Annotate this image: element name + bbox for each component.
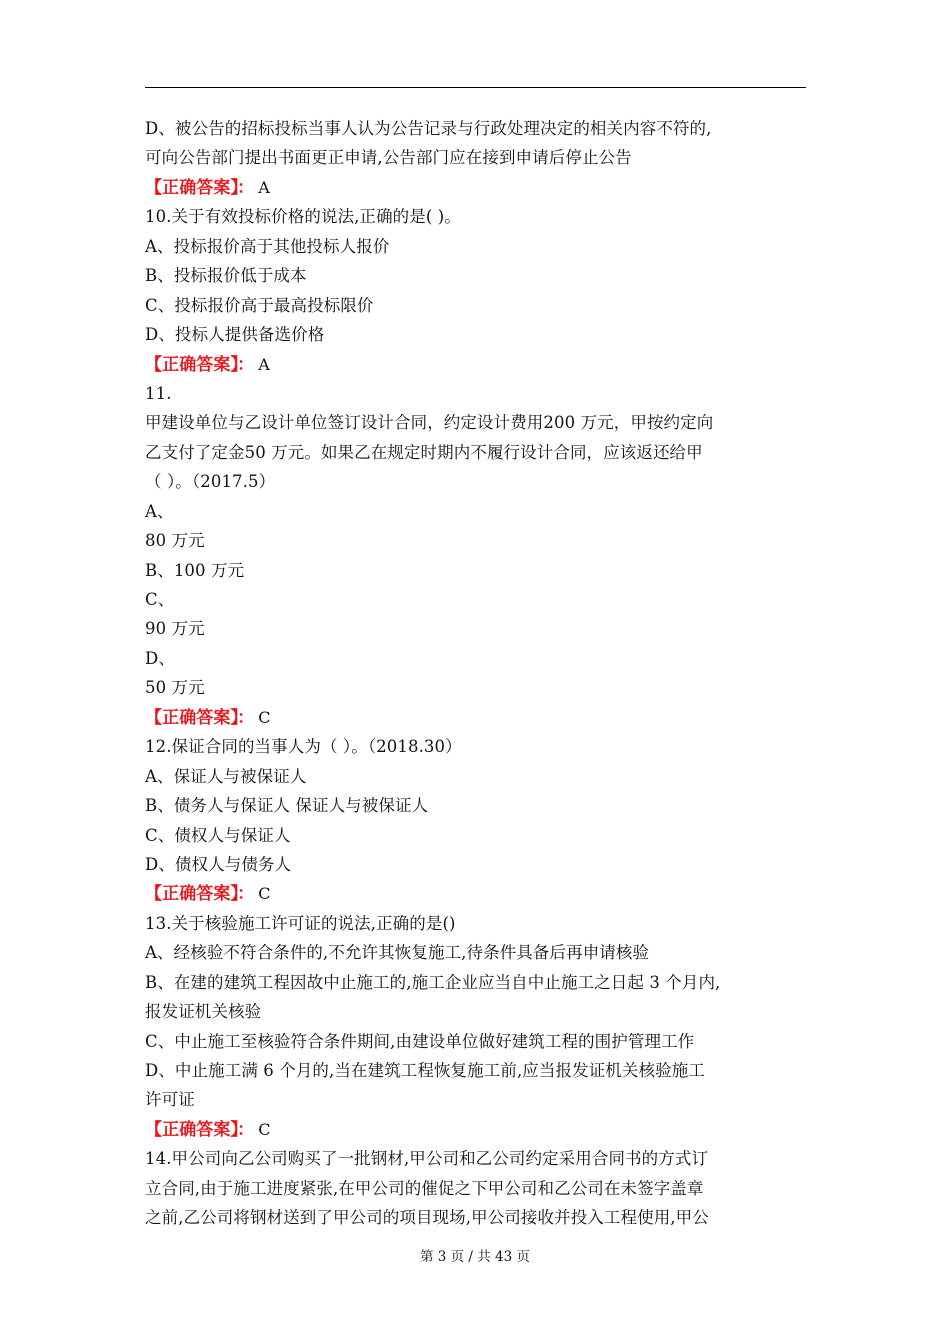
text-line: D、被公告的招标投标当事人认为公告记录与行政处理决定的相关内容不符的, bbox=[145, 119, 712, 138]
text-line: 甲建设单位与乙设计单位签订设计合同，约定设计费用200 万元，甲按约定向 bbox=[145, 413, 714, 433]
text-line: 90 万元 bbox=[145, 619, 205, 639]
text-line: 报发证机关核验 bbox=[145, 1002, 262, 1022]
answer-colon: ： bbox=[237, 707, 255, 728]
answer-value: C bbox=[258, 1119, 271, 1139]
text-line: 13.关于核验施工许可证的说法,正确的是() bbox=[145, 913, 456, 933]
answer-label: 【正确答案】 bbox=[145, 1119, 240, 1140]
text-line: 14.甲公司向乙公司购买了一批钢材,甲公司和乙公司约定采用合同书的方式订 bbox=[145, 1149, 709, 1169]
page-footer: 第 3 页 / 共 43 页 bbox=[419, 1249, 531, 1265]
text-line: D、 bbox=[145, 648, 175, 668]
answer-line bbox=[145, 879, 810, 908]
text-line: A、保证人与被保证人 bbox=[145, 766, 307, 786]
text-line: 12.保证合同的当事人为（ ）。（2018.30） bbox=[145, 737, 462, 757]
answer-label: 【正确答案】 bbox=[145, 354, 240, 375]
text-line: C、投标报价高于最高投标限价 bbox=[145, 295, 374, 315]
text-line: A、 bbox=[145, 501, 174, 521]
text-line: B、债务人与保证人 保证人与被保证人 bbox=[145, 796, 429, 816]
text-line: 50 万元 bbox=[145, 678, 205, 698]
answer-colon: ： bbox=[237, 1119, 255, 1140]
text-line: C、中止施工至核验符合条件期间,由建设单位做好建筑工程的围护管理工作 bbox=[145, 1031, 695, 1051]
answer-value: C bbox=[258, 707, 271, 727]
text-line: 可向公告部门提出书面更正申请,公告部门应在接到申请后停止公告 bbox=[145, 148, 632, 168]
answer-line bbox=[145, 350, 810, 379]
text-line: A、经核验不符合条件的,不允许其恢复施工,待条件具备后再申请核验 bbox=[145, 943, 650, 963]
answer-label: 【正确答案】 bbox=[145, 707, 240, 728]
text-line: D、债权人与债务人 bbox=[145, 854, 292, 874]
text-line: C、 bbox=[145, 590, 175, 609]
text-line: （ ）。（2017.5） bbox=[145, 472, 276, 492]
answer-colon: ： bbox=[237, 884, 255, 905]
text-line: B、100 万元 bbox=[145, 560, 245, 580]
answer-colon: ： bbox=[237, 354, 255, 375]
text-line: 之前,乙公司将钢材送到了甲公司的项目现场,甲公司接收并投入工程使用,甲公 bbox=[145, 1208, 709, 1228]
text-line: A、投标报价高于其他投标人报价 bbox=[145, 236, 390, 256]
answer-value: A bbox=[258, 177, 270, 197]
header-rule bbox=[145, 87, 806, 88]
document-body bbox=[145, 114, 810, 1233]
answer-line bbox=[145, 703, 810, 732]
answer-line bbox=[145, 1115, 810, 1144]
text-line: 80 万元 bbox=[145, 531, 205, 551]
text-line: B、投标报价低于成本 bbox=[145, 266, 307, 286]
text-line: B、在建的建筑工程因故中止施工的,施工企业应当自中止施工之日起 3 个月内, bbox=[145, 972, 721, 992]
text-line: D、中止施工满 6 个月的,当在建筑工程恢复施工前,应当报发证机关核验施工 bbox=[145, 1061, 705, 1080]
text-line: 11. bbox=[145, 383, 172, 403]
text-line: 许可证 bbox=[145, 1090, 195, 1110]
text-line: D、投标人提供备选价格 bbox=[145, 325, 325, 345]
answer-colon: ： bbox=[237, 177, 255, 198]
text-line: 10.关于有效投标价格的说法,正确的是( )。 bbox=[145, 207, 461, 227]
text-line: C、债权人与保证人 bbox=[145, 825, 291, 845]
answer-label: 【正确答案】 bbox=[145, 177, 240, 198]
answer-value: C bbox=[258, 884, 271, 904]
answer-value: A bbox=[258, 354, 270, 374]
answer-label: 【正确答案】 bbox=[145, 884, 240, 905]
answer-line bbox=[145, 173, 810, 202]
text-line: 立合同,由于施工进度紧张,在甲公司的催促之下甲公司和乙公司在未签字盖章 bbox=[145, 1178, 704, 1198]
text-line: 乙支付了定金50 万元。如果乙在规定时期内不履行设计合同，应该返还给甲 bbox=[145, 442, 703, 462]
